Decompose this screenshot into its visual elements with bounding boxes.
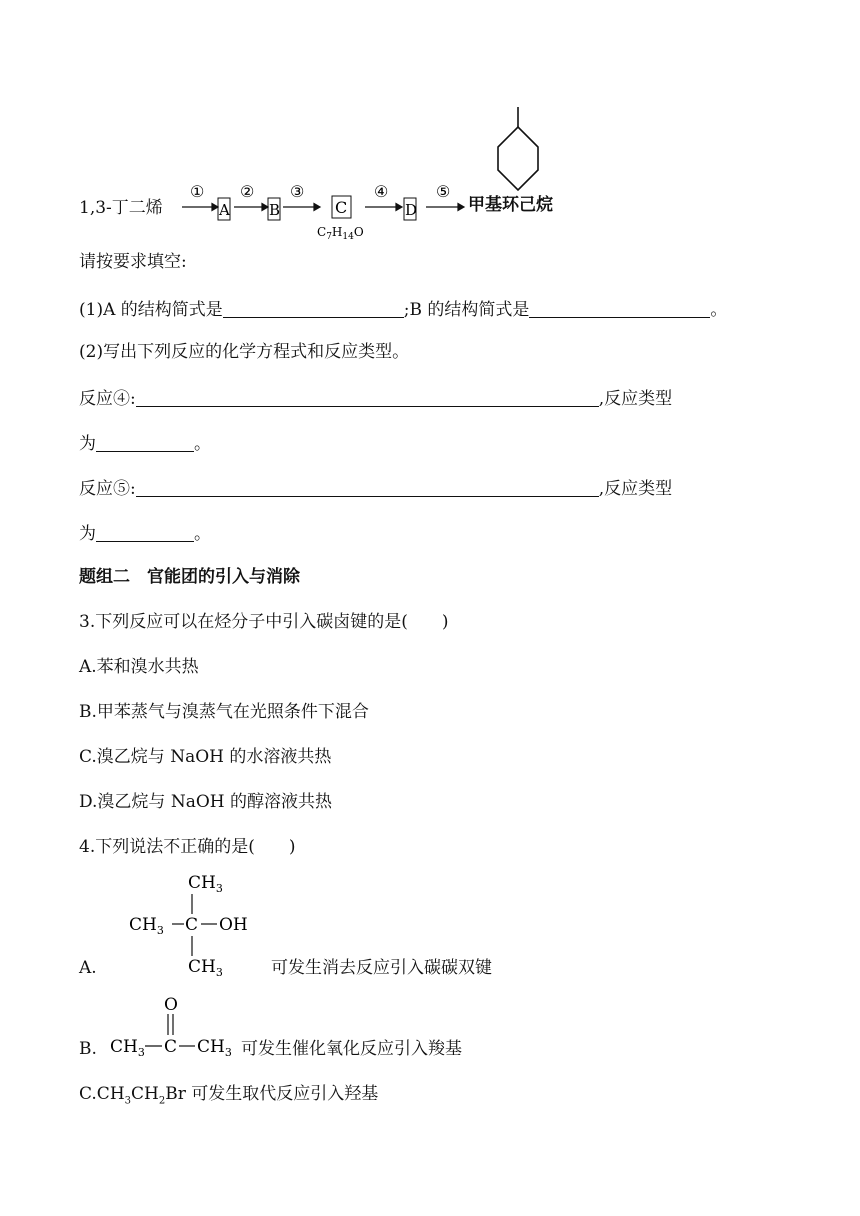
methylcyclohexane-structure [498,107,538,190]
section-heading: 题组二 官能团的引入与消除 [79,567,300,587]
question-4-option-c: $C.CH_3CH_2Br$ 可发生取代反应引入羟基 [79,1084,379,1107]
question-4-option-b-text: 可发生催化氧化反应引入羧基 [241,1039,462,1059]
answer-blank-b[interactable] [529,300,710,318]
reaction-4-line: 反应④: ,反应类型 [79,389,673,409]
reaction-5-type-blank[interactable] [96,524,194,542]
answer-blank-a[interactable] [223,300,404,318]
question-3-option-b: B.甲苯蒸气与溴蒸气在光照条件下混合 [79,702,369,722]
reaction-5-equation-blank[interactable] [136,479,599,497]
svg-text:C: C [164,1037,178,1057]
step-1-label: ① [190,182,205,201]
reaction-4-type-line: 为 。 [79,434,211,454]
reaction-4-equation-blank[interactable] [136,389,599,407]
svg-text:CH3: $CH_3$ [197,1037,232,1059]
step-3-label: ③ [290,182,305,201]
question-2: (2)写出下列反应的化学方程式和反应类型。 [79,342,410,362]
step-2-label: ② [240,182,255,201]
svg-text:CH3: $CH_3$ [188,957,223,979]
reaction-5-line: 反应⑤: ,反应类型 [79,479,673,499]
reaction-5-type-line: 为 。 [79,524,211,544]
question-3-option-d: D.溴乙烷与 NaOH 的醇溶液共热 [79,792,333,812]
step-5-label: ⑤ [436,182,451,201]
reaction-4-type-blank[interactable] [96,434,194,452]
question-4-option-b-label: B. [79,1039,97,1059]
compound-c: C [335,198,348,217]
compound-b: B [269,201,281,219]
svg-text:CH3: $CH_3$ [110,1037,145,1059]
product-name: 甲基环己烷 [468,195,553,215]
start-compound: 1,3-丁二烯 [79,198,163,218]
question-4-option-a-text: 可发生消去反应引入碳碳双键 [271,958,492,978]
acetone-structure [105,992,245,1062]
tert-butanol-structure [120,866,280,981]
compound-c-formula: $C_7H_{14}O$ [317,225,364,242]
question-1: (1)A 的结构简式是 ;B 的结构简式是 。 [79,300,728,320]
step-4-label: ④ [374,182,389,201]
compound-d: D [405,201,418,219]
compound-a: A [219,201,230,219]
instruction: 请按要求填空: [79,252,187,272]
svg-text:CH3: $CH_3$ [129,915,164,937]
scheme-drawing [0,0,860,260]
question-3-option-c: C.溴乙烷与 NaOH 的水溶液共热 [79,747,332,767]
svg-text:CH3: $CH_3$ [188,873,223,895]
svg-text:OH: OH [219,915,248,935]
question-3-option-a: A.苯和溴水共热 [79,657,199,677]
question-3-stem: 3.下列反应可以在烃分子中引入碳卤键的是( ) [79,612,449,632]
question-4-option-a-label: A. [79,958,97,978]
question-4-stem: 4.下列说法不正确的是( ) [79,837,296,857]
central-carbon: C [185,915,199,935]
svg-text:O: O [164,995,178,1015]
